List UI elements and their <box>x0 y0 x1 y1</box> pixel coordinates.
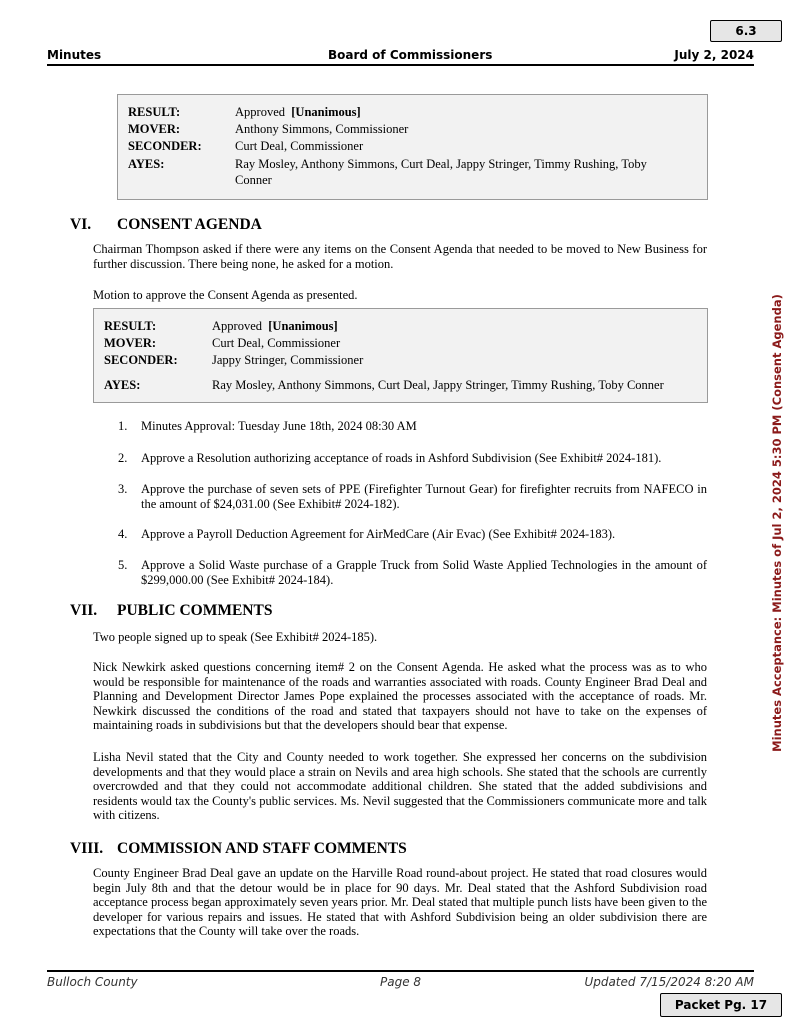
seconder-value: Jappy Stringer, Commissioner <box>212 353 364 367</box>
staff-comment-deal: County Engineer Brad Deal gave an update on the Harville Road round-about project. He stated that road closures would begin July 8th and that the detour would be in place for 90 days. Mr. Deal stated that the Ashford Subdivision road acceptance process began approximately seven years prior. Mr. Deal stated that multiple punch lists have been given to the developer for various repairs and issues. He stated that with Ashford Subdivision being an older subdivision there are expectations that the County will take over the roads. <box>93 866 707 938</box>
result-label: RESULT: <box>104 319 157 333</box>
header-rule <box>47 64 754 66</box>
consent-item: 3. Approve the purchase of seven sets of PPE (Firefighter Turnout Gear) for firefighter recruits from NAFECO in the amount of $24,031.00 (See Exhibit# 2024-182). <box>118 482 707 511</box>
consent-item: 4. Approve a Payroll Deduction Agreement for AirMedCare (Air Evac) (See Exhibit# 2024-183). <box>118 527 616 541</box>
packet-page-box: Packet Pg. 17 <box>660 993 782 1017</box>
vote-result-box-2 <box>93 308 708 403</box>
header-left: Minutes <box>47 48 102 62</box>
side-agenda-label: Minutes Acceptance: Minutes of Jul 2, 2024 5:30 PM (Consent Agenda) <box>770 294 784 752</box>
footer-page-number: Page 8 <box>380 975 422 989</box>
vote-result-box-1 <box>117 94 708 200</box>
public-comments-intro: Two people signed up to speak (See Exhibit# 2024-185). <box>93 630 378 644</box>
footer-updated: Updated 7/15/2024 8:20 AM <box>584 975 754 989</box>
mover-value: Anthony Simmons, Commissioner <box>235 122 409 136</box>
section-heading-commission-staff-comments: VIII. COMMISSION AND STAFF COMMENTS <box>70 840 407 857</box>
public-comment-newkirk: Nick Newkirk asked questions concerning item# 2 on the Consent Agenda. He asked what the process was as to who would be responsible for maintenance of the roads and warranties associated with roads. County Engineer Brad Deal and Planning and Development Director James Pope explained the processes associated with the acceptance of roads. Mr. Newkirk discussed the conditions of the road and stated that taxpayers should not have to take on the expenses of maintaining roads in subdivisions but that the developers should bear that expense. <box>93 660 707 732</box>
consent-motion-paragraph: Motion to approve the Consent Agenda as presented. <box>93 288 358 302</box>
consent-item: 2. Approve a Resolution authorizing acceptance of roads in Ashford Subdivision (See Exhibit# 2024-181). <box>118 451 662 465</box>
section-heading-consent-agenda: VI. CONSENT AGENDA <box>70 216 262 233</box>
mover-value: Curt Deal, Commissioner <box>212 336 341 350</box>
consent-item: 5. Approve a Solid Waste purchase of a Grapple Truck from Solid Waste Applied Technologies in the amount of $299,000.00 (See Exhibit# 2024-184). <box>118 558 707 587</box>
consent-item: 1. Minutes Approval: Tuesday June 18th, 2024 08:30 AM <box>118 419 417 433</box>
ayes-label: AYES: <box>104 378 141 392</box>
footer-rule <box>47 970 754 972</box>
header-center: Board of Commissioners <box>328 48 493 62</box>
public-comment-nevil: Lisha Nevil stated that the City and County needed to work together. She expressed her concerns on the subdivision developments and that they would place a strain on Nevils and area high schools. She stated that the schools are currently overcrowded and that they could not accommodate additional children. She stated that the added subdivisions and residents would tax the County's public services. Ms. Nevil suggested that the Commissioners communicate more and talk with citizens. <box>93 750 707 822</box>
seconder-label: SECONDER: <box>128 139 202 153</box>
footer-county: Bulloch County <box>47 975 138 989</box>
mover-label: MOVER: <box>104 336 157 350</box>
agenda-tab-number: 6.3 <box>710 20 782 42</box>
result-value: Approved [Unanimous] <box>212 319 338 333</box>
result-value: Approved [Unanimous] <box>235 105 361 119</box>
seconder-label: SECONDER: <box>104 353 178 367</box>
ayes-label: AYES: <box>128 157 165 171</box>
consent-agenda-paragraph: Chairman Thompson asked if there were any items on the Consent Agenda that needed to be moved to New Business for further discussion. There being none, he asked for a motion. <box>93 242 707 271</box>
ayes-value: Ray Mosley, Anthony Simmons, Curt Deal, Jappy Stringer, Timmy Rushing, Toby Conner <box>212 378 664 392</box>
ayes-value: Ray Mosley, Anthony Simmons, Curt Deal, Jappy Stringer, Timmy Rushing, Toby Conner <box>235 157 647 187</box>
header-date: July 2, 2024 <box>674 48 754 62</box>
result-label: RESULT: <box>128 105 181 119</box>
section-heading-public-comments: VII. PUBLIC COMMENTS <box>70 602 273 619</box>
mover-label: MOVER: <box>128 122 181 136</box>
seconder-value: Curt Deal, Commissioner <box>235 139 364 153</box>
